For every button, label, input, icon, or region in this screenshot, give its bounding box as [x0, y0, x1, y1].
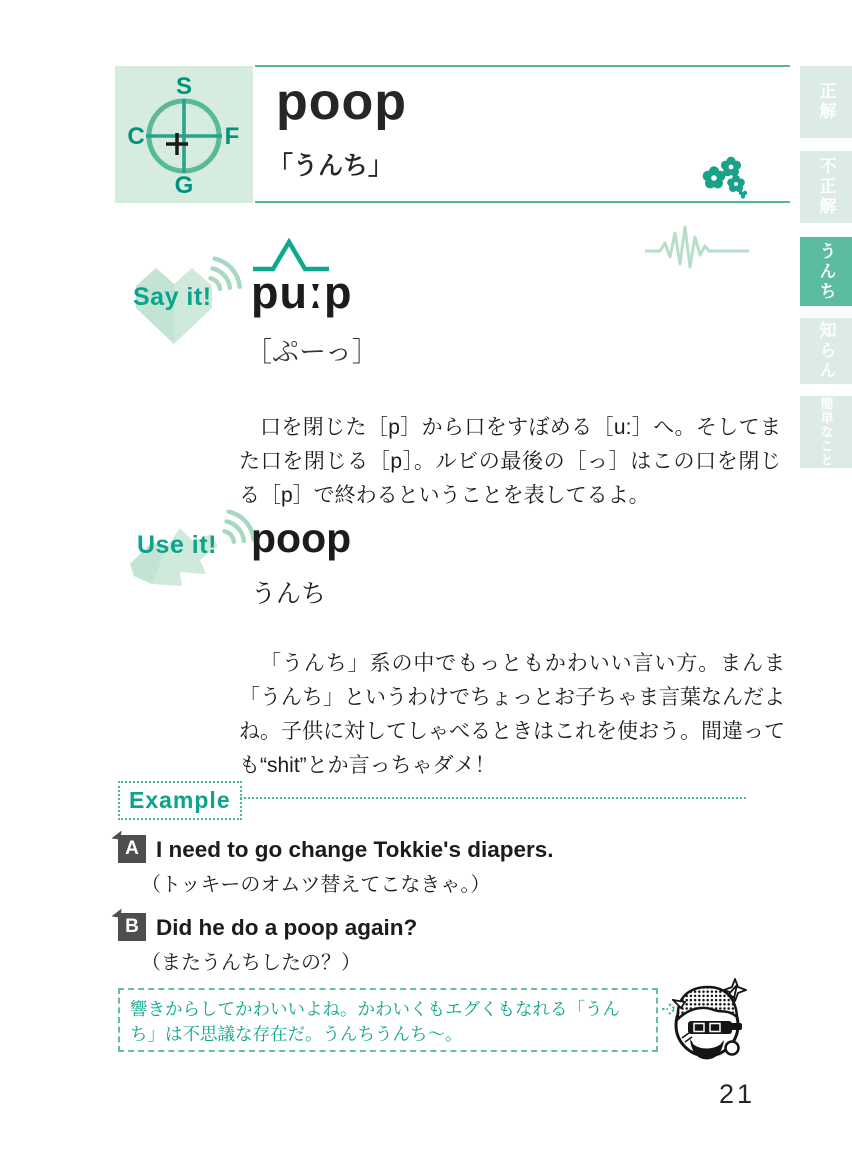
example-translation-b: （またうんちしたの？）: [141, 952, 361, 974]
header-category-box: [115, 66, 253, 203]
edge-tab-label: 簡単なこと: [818, 397, 834, 467]
edge-tab-label: 不正解: [816, 157, 836, 217]
edge-tab-fuseikai: [800, 151, 852, 223]
compass-letter-f: F: [224, 123, 240, 150]
header-top-rule: [255, 65, 790, 67]
sfcg-compass-icon: [127, 72, 241, 196]
pronunciation-reading: ［ぷーっ］: [245, 337, 379, 367]
example-translation-a: （トッキーのオムツ替えてこなきゃ。）: [141, 874, 491, 896]
edge-tab-seikai: [800, 66, 852, 138]
compass-letter-s: S: [175, 73, 193, 100]
example-sentence-b: Did he do a poop again?: [156, 915, 418, 940]
manga-face-icon: [672, 977, 750, 1063]
example-speaker-badge-a: A: [118, 835, 146, 863]
example-speaker-badge-b: B: [118, 913, 146, 941]
edge-tab-label: 正解: [816, 82, 836, 122]
example-heading: Example: [129, 787, 231, 813]
compass-letter-g: G: [174, 172, 194, 196]
say-it-label: Say it!: [133, 283, 212, 311]
example-sentence-a: I need to go change Tokkie's diapers.: [156, 837, 554, 862]
usage-note: 「うんち」系の中でもっともかわいい言い方。まんま「うんち」というわけでちょっとお子ちゃま言葉なんだよね。子供に対してしゃべるときはこれを使おう。間違っても“shit”とか言っちゃダメ！: [239, 652, 785, 777]
flowers-icon: [700, 154, 748, 200]
edge-tab-label: 知らん: [816, 321, 836, 381]
pronunciation-note: 口を閉じた［p］から口をすぼめる［u:］へ。そしてまた口を閉じる［p］。ルビの最後の［っ］はこの口を閉じる［p］で終わるということを表してるよ。: [239, 416, 781, 507]
page-number: 21: [719, 1079, 756, 1109]
example-heading-box: [118, 781, 242, 820]
waveform-icon: [645, 224, 750, 270]
usage-meaning: うんち: [251, 580, 327, 608]
entry-word-title: poop: [276, 73, 408, 131]
usage-word: poop: [251, 515, 352, 561]
header-bottom-rule: [255, 201, 790, 203]
edge-tab-kantan: [800, 396, 852, 468]
entry-word-meaning: 「うんち」: [268, 152, 394, 180]
pronunciation-text: puːp: [251, 267, 353, 318]
author-comment-text: 響きからしてかわいいよね。かわいくもエグくもなれる「うんち」は不思議な存在だ。うんちうんち〜。: [130, 999, 620, 1044]
compass-letter-c: C: [127, 123, 145, 150]
edge-tab-label: うんち: [816, 241, 836, 302]
example-dotted-rule: [240, 797, 746, 799]
author-comment-box: [118, 988, 658, 1052]
edge-tab-shiran: [800, 318, 852, 384]
edge-tab-unchi-active: [800, 237, 852, 306]
use-it-label: Use it!: [137, 531, 217, 559]
